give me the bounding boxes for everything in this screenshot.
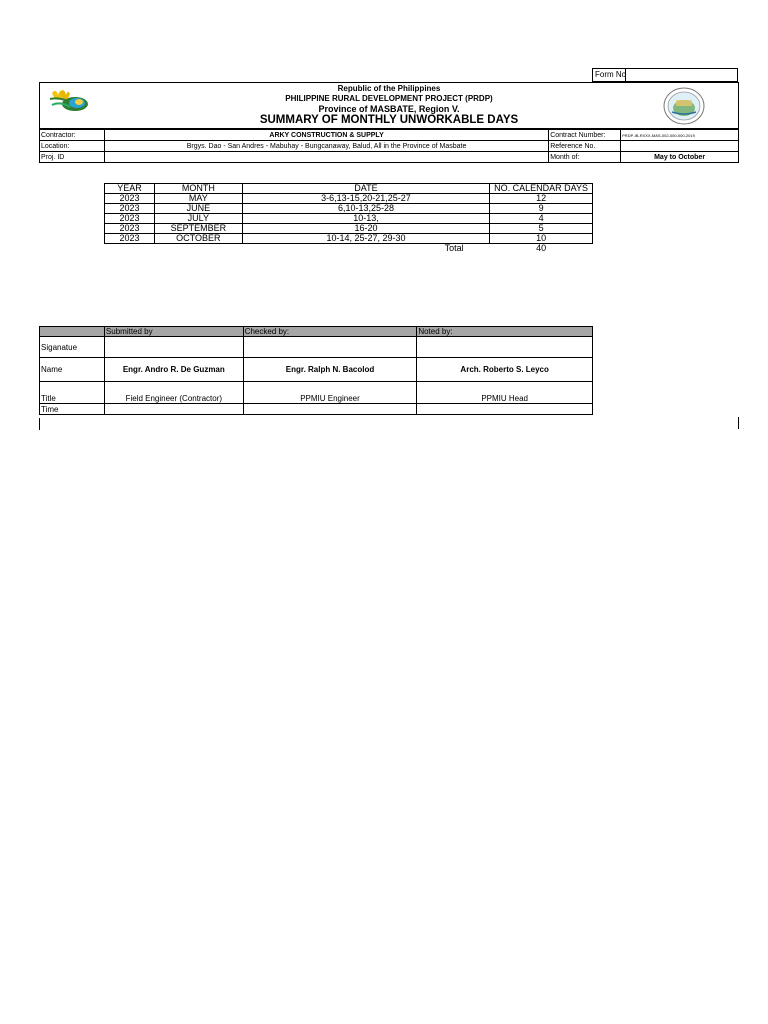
checked-by-header: Checked by:	[243, 327, 417, 337]
table-header-row	[105, 184, 593, 194]
column-header: YEAR	[105, 184, 155, 194]
signature-cell	[243, 337, 417, 358]
header-line2: PHILIPPINE RURAL DEVELOPMENT PROJECT (PRDP)	[285, 94, 493, 103]
date-cell: 16-20	[242, 224, 489, 234]
month-cell: OCTOBER	[154, 234, 242, 244]
month-cell: SEPTEMBER	[154, 224, 242, 234]
time-cell	[104, 404, 243, 415]
time-cell	[417, 404, 593, 415]
reference-label: Reference No.	[549, 141, 621, 152]
days-cell: 9	[490, 204, 593, 214]
signature-cell	[104, 337, 243, 358]
time-row	[40, 404, 593, 415]
signature-table	[39, 326, 593, 415]
table-row	[105, 204, 593, 214]
projid-value	[104, 152, 548, 163]
signature-header-row	[40, 327, 593, 337]
table-row	[105, 214, 593, 224]
name-row	[40, 358, 593, 382]
table-row	[105, 194, 593, 204]
days-cell: 10	[490, 234, 593, 244]
header-line1: Republic of the Philippines	[337, 84, 441, 93]
prdp-logo-icon	[48, 87, 90, 113]
total-label: Total	[444, 243, 464, 253]
header-line3: Province of MASBATE, Region V.	[318, 104, 460, 114]
year-cell: 2023	[105, 214, 155, 224]
title-row	[40, 382, 593, 404]
days-cell: 4	[490, 214, 593, 224]
column-header: MONTH	[154, 184, 242, 194]
column-header: DATE	[242, 184, 489, 194]
date-cell: 10-14, 25-27, 29-30	[242, 234, 489, 244]
year-cell: 2023	[105, 194, 155, 204]
year-cell: 2023	[105, 224, 155, 234]
year-cell: 2023	[105, 234, 155, 244]
document-title: SUMMARY OF MONTHLY UNWORKABLE DAYS	[259, 114, 519, 126]
noter-name: Arch. Roberto S. Leyco	[417, 358, 593, 382]
contract-number-value: PRDP-IB-RXXX-MAS-002-000-000-2019	[621, 130, 739, 141]
form-no-label: Form No	[595, 70, 627, 79]
contractor-value: ARKY CONSTRUCTION & SUPPLY	[104, 130, 548, 141]
location-value: Brgys. Dao - San Andres - Mabuhay - Bungcanaway, Balud, All in the Province of Masbate	[104, 141, 548, 152]
reference-value	[621, 141, 739, 152]
signature-label: Siganatue	[40, 337, 105, 358]
form-no-box	[592, 68, 738, 82]
contract-info-table	[39, 129, 739, 163]
submitter-name: Engr. Andro R. De Guzman	[104, 358, 243, 382]
submitted-by-header: Submitted by	[104, 327, 243, 337]
projid-label: Proj. ID	[40, 152, 105, 163]
time-label: Time	[40, 404, 105, 415]
signature-row	[40, 337, 593, 358]
noter-title: PPMIU Head	[417, 382, 593, 404]
title-label: Title	[40, 382, 105, 404]
month-cell: JULY	[154, 214, 242, 224]
date-cell: 6,10-13,25-28	[242, 204, 489, 214]
submitter-title: Field Engineer (Contractor)	[104, 382, 243, 404]
unworkable-days-table	[104, 183, 593, 253]
time-cell	[243, 404, 417, 415]
name-label: Name	[40, 358, 105, 382]
total-value: 40	[536, 243, 547, 253]
noted-by-header: Noted by:	[417, 327, 593, 337]
total-row	[105, 244, 593, 254]
checker-title: PPMIU Engineer	[243, 382, 417, 404]
signature-cell	[417, 337, 593, 358]
month-cell: JUNE	[154, 204, 242, 214]
month-cell: MAY	[154, 194, 242, 204]
column-header: NO. CALENDAR DAYS	[490, 184, 593, 194]
date-cell: 10-13,	[242, 214, 489, 224]
contract-number-label: Contract Number:	[549, 130, 621, 141]
table-row	[105, 224, 593, 234]
days-cell: 12	[490, 194, 593, 204]
page-border-mark	[738, 417, 739, 429]
month-value: May to October	[621, 152, 739, 163]
page-border-mark	[39, 418, 40, 430]
table-row	[105, 234, 593, 244]
contractor-label: Contractor:	[40, 130, 105, 141]
year-cell: 2023	[105, 204, 155, 214]
checker-name: Engr. Ralph N. Bacolod	[243, 358, 417, 382]
date-cell: 3-6,13-15,20-21,25-27	[242, 194, 489, 204]
location-label: Location:	[40, 141, 105, 152]
month-label: Month of:	[549, 152, 621, 163]
days-cell: 5	[490, 224, 593, 234]
